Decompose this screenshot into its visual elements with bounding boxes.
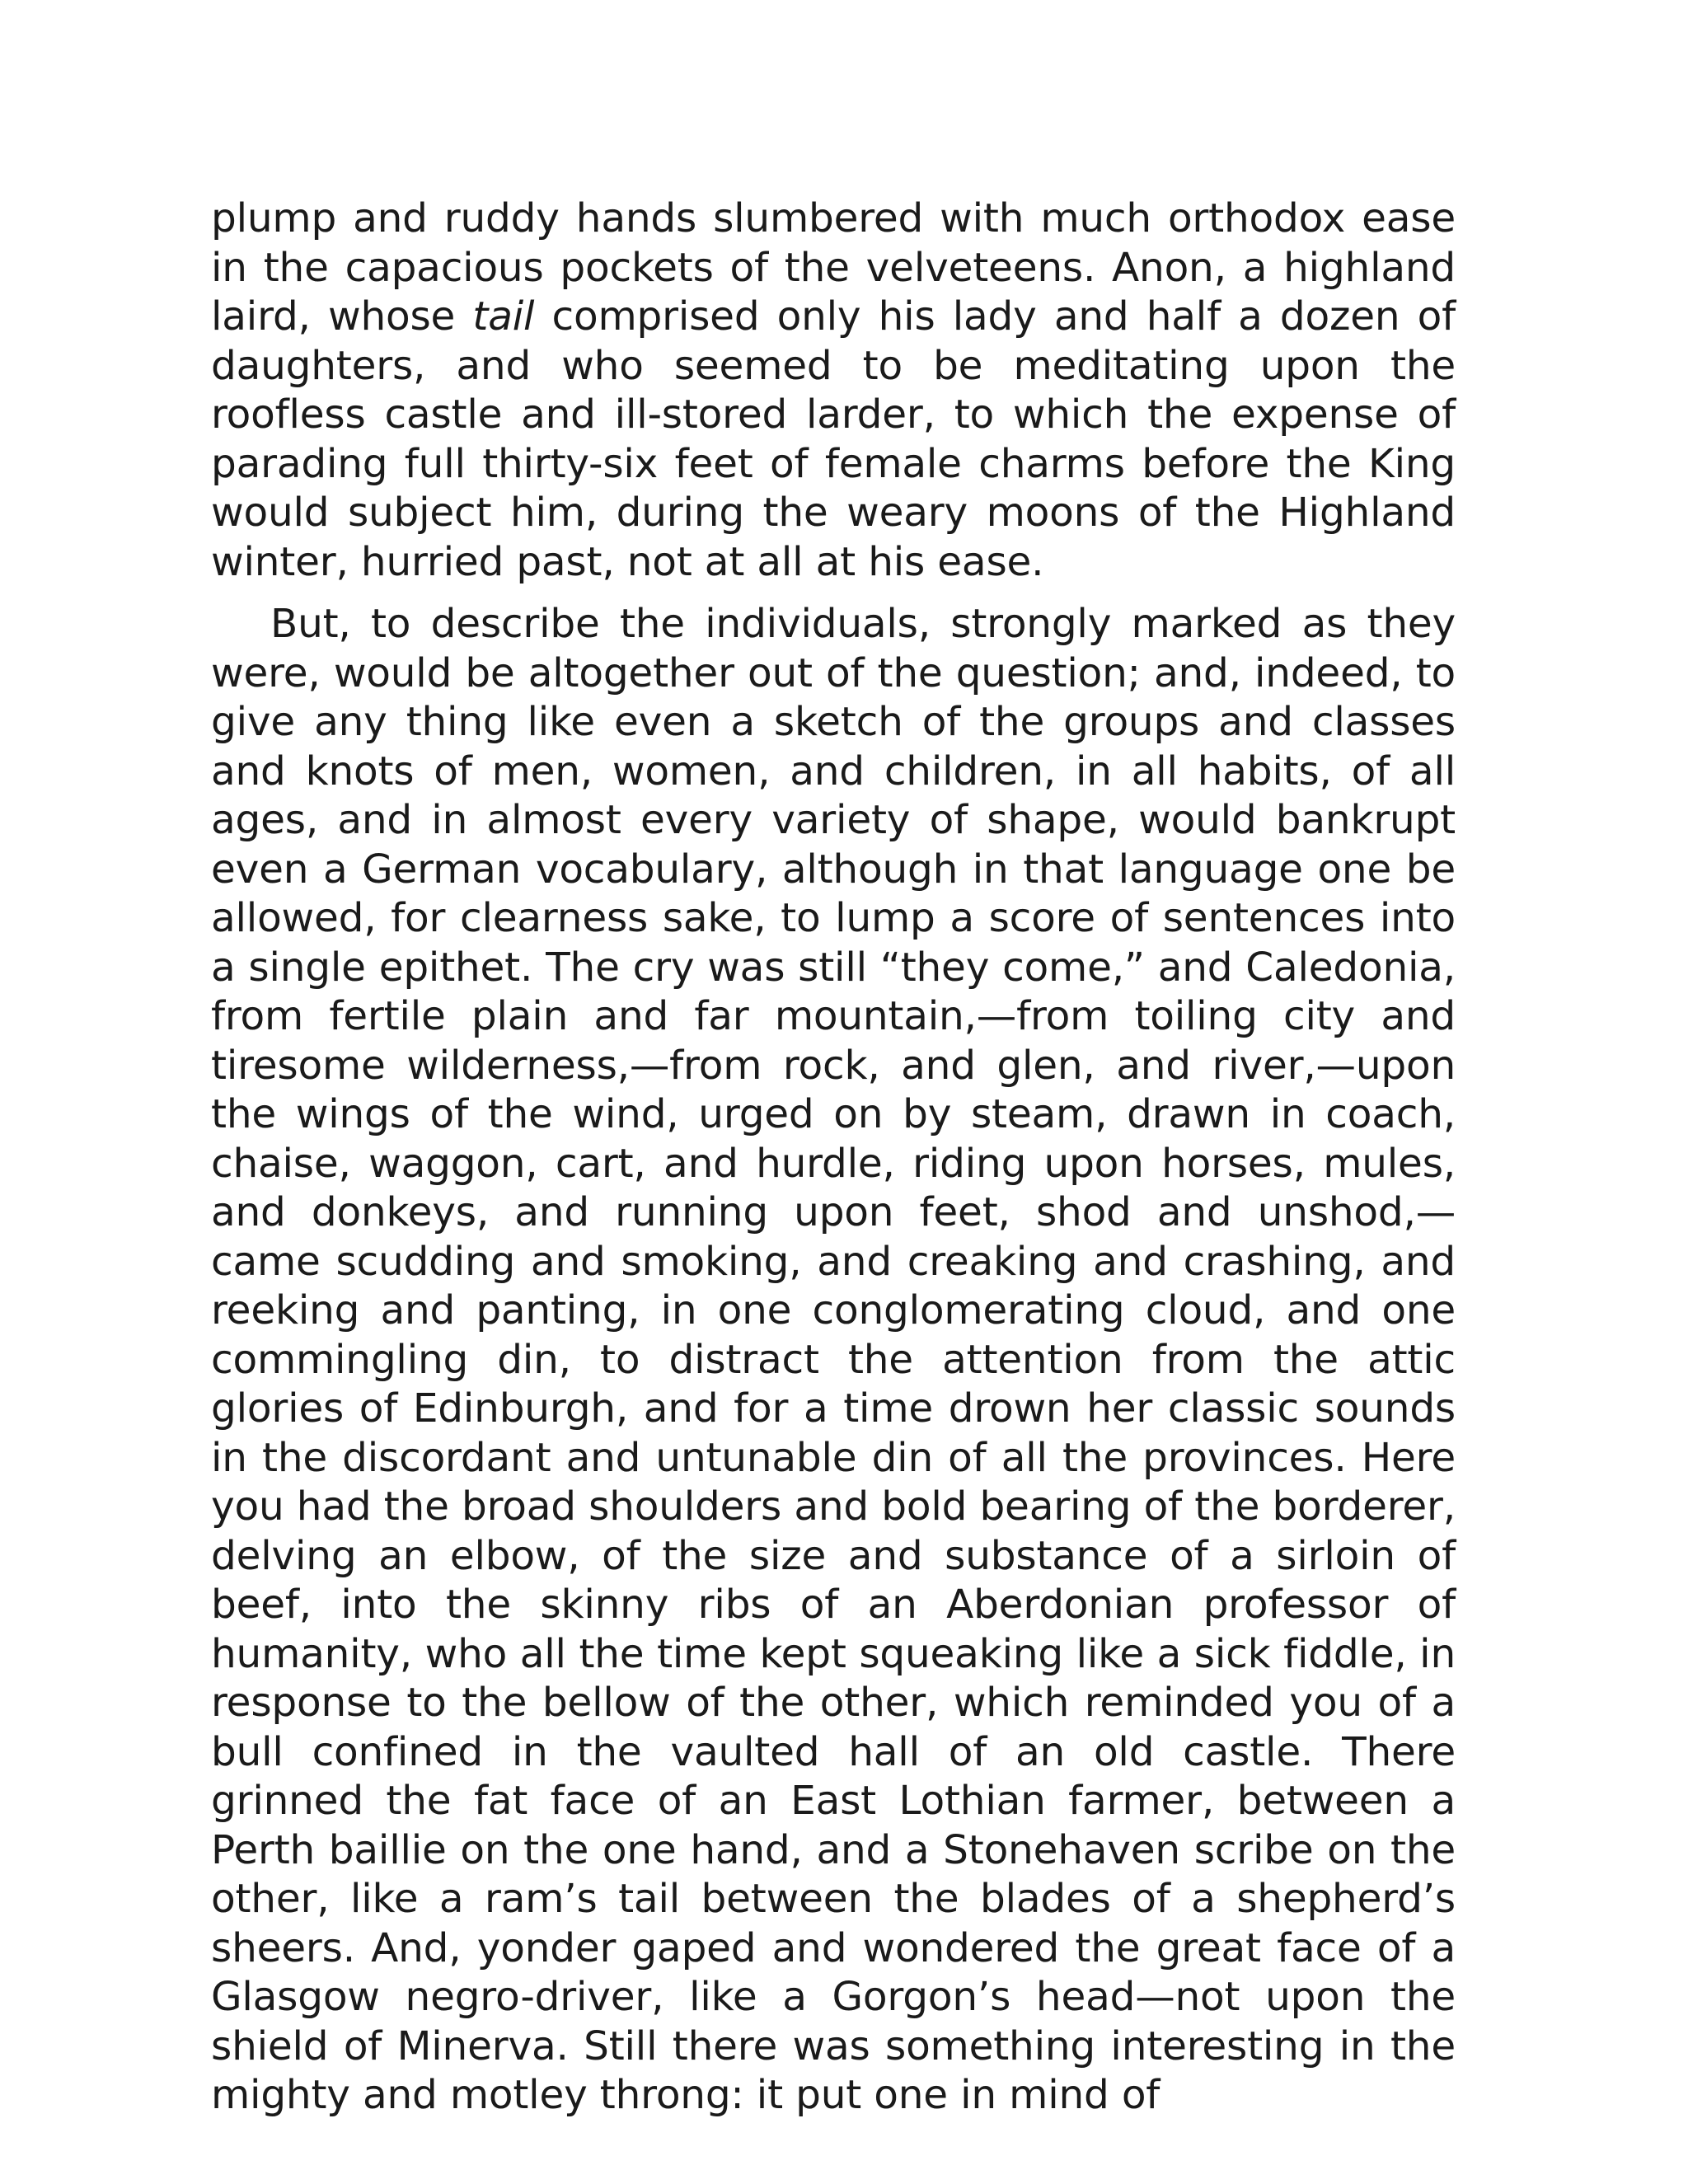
paragraph-1-text-end: comprised only his lady and half a dozen of daughters, and who seemed to be meditating upon the roofless castle and ill-stored larder, to which the expense of parading full thirty-six feet of female charms before the King would subject him, during the weary moons of the Highland winter, hurried past, not at all at his ease. <box>211 293 1456 585</box>
body-text <box>211 194 1456 2121</box>
paragraph-1-text-start: plump and ruddy hands slumbered with much orthodox ease in the capacious pockets of the velveteens. Anon, a highland laird, whose <box>211 195 1456 340</box>
paragraph-2: But, to describe the individuals, strongly marked as they were, would be altogether out of the question; and, indeed, to give any thing like even a sketch of the groups and classes and knots of men, women, and children, in all habits, of all ages, and in almost every variety of shape, would bankrupt even a German vocabulary, although in that language one be allowed, for clearness sake, to lump a score of sentences into a single epithet. The cry was still “they come,” and Caledonia, from fertile plain and far mountain,—from toiling city and tiresome wilderness,—from rock, and glen, and river,—upon the wings of the wind, urged on by steam, drawn in coach, chaise, waggon, cart, and hurdle, riding upon horses, mules, and donkeys, and running upon feet, shod and unshod,—came scudding and smoking, and creaking and crashing, and reeking and panting, in one conglomerating cloud, and one commingling din, to distract the attention from the attic glories of Edinburgh, and for a time drown her classic sounds in the discordant and untunable din of all the provinces. Here you had the broad shoulders and bold bearing of the borderer, delving an elbow, of the size and substance of a sirloin of beef, into the skinny ribs of an Aberdonian professor of humanity, who all the time kept squeaking like a sick fiddle, in response to the bellow of the other, which reminded you of a bull confined in the vaulted hall of an old castle. There grinned the fat face of an East Lothian farmer, between a Perth baillie on the one hand, and a Stonehaven scribe on the other, like a ram’s tail between the blades of a shepherd’s sheers. And, yonder gaped and wondered the great face of a Glasgow negro-driver, like a Gorgon’s head—not upon the shield of Minerva. Still there was something interesting in the mighty and motley throng: it put one in mind of <box>211 601 1456 2118</box>
italic-word: tail <box>472 293 535 340</box>
paragraph-continuation <box>211 194 1456 587</box>
